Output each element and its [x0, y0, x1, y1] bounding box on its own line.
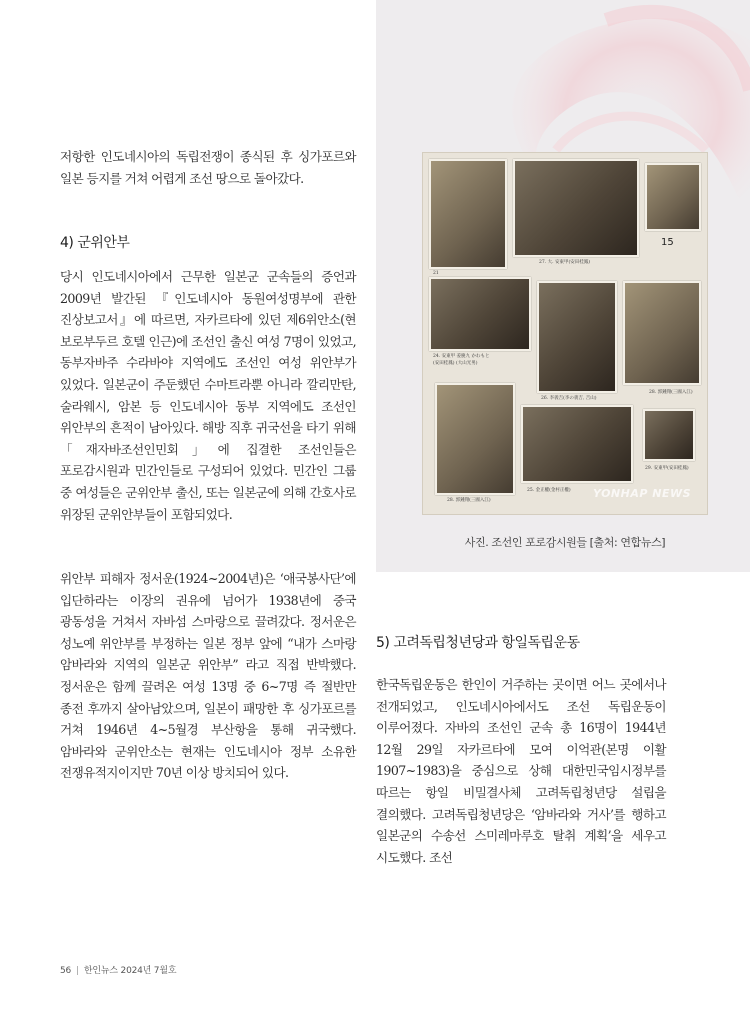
photo-label: 29. 安東甲(安田桂鳳)	[645, 466, 689, 471]
photo-tile	[429, 277, 531, 351]
photo-label: 21	[433, 271, 439, 276]
photo-tile	[643, 409, 695, 461]
publication-name: 한인뉴스 2024년 7월호	[83, 966, 177, 976]
photo-label: 25. 金正權(金村正權)	[527, 488, 571, 493]
photo-caption: 사진. 조선인 포로감시원들 [출처: 연합뉴스]	[464, 536, 666, 549]
photo-tile	[537, 281, 617, 393]
section4-paragraph-2: 위안부 피해자 정서운(1924~2004년)은 ‘애국봉사단’에 입단하라는 이장의 권유에 넘어가 1938년에 중국 광동성을 거쳐서 자바섬 스마랑으로 끌려갔다. 정서운은 성노예 위안부를 부정하는 일본 정부 앞에 “내가 스마랑 암바라와 지역의 일본군 위안부” 라고 직접 반박했다. 정서운은 함께 끌려온 여성 13명 중 6~7명 즉 절반만 종전 후까지 살아남았으며, 일본이 패망한 후 싱가포르를 거쳐 1946년 4~5월경 부산항을 통해 귀국했다. 암바라와 군위안소는 현재는 인도네시아 정부 소유한 전쟁유적지이지만 70년 이상 방치되어 있다.	[60, 571, 356, 781]
photo-label: 28. 郭鍾翔(三國入江)	[649, 390, 693, 395]
photo-tile	[513, 159, 639, 257]
section5-paragraph: 한국독립운동은 한인이 거주하는 곳이면 어느 곳에서나 전개되었고, 인도네시아에서도 조선 독립운동이 이루어졌다. 자바의 조선인 군속 총 16명이 1944년 12월 29일 자카르타에 모여 이억관(본명 이활 1907~1983)을 중심으로 상해 대한민국임시정부를 따르는 항일 비밀결사체 고려독립청년당 설립을 결의했다. 고려독립청년당은 ‘암바라와 거사’를 행하고 일본군의 수송선 스미레마루호 탈취 계획’을 세우고 시도했다. 조선	[376, 677, 666, 865]
photo-tile	[521, 405, 633, 483]
page-footer	[60, 963, 176, 976]
photo-label: 28. 郭鍾翔(三國入江)	[447, 498, 491, 503]
photo-tile	[435, 383, 515, 495]
photo-tile	[429, 159, 507, 269]
photo-label: (安田桂鳳) (大山光男)	[433, 361, 478, 366]
section4-paragraph-1: 당시 인도네시아에서 근무한 일본군 군속들의 증언과 2009년 발간된 『인도네시아 동원여성명부에 관한 진상보고서』에 따르면, 자카르타에 있던 제6위안소(현 보로부두르 호텔 인근)에 조선인 출신 여성 7명이 있었고, 동부자바주 수라바야 지역에도 조선인 여성 위안부가 있었다. 일본군이 주둔했던 수마트라뿐 아니라 깔리만탄, 술라웨시, 암본 등 인도네시아 동부 지역에도 조선인 위안부의 흔적이 남아있다. 해방 직후 귀국선을 타기 위해 「재자바조선인민회」에 집결한 조선인들은 포로감시원과 민간인들로 구성되어 있었다. 민간인 그룹 중 여성들은 군위안부 출신, 또는 일본군에 의해 간호사로 위장된 군위안부들이 포함되었다.	[60, 269, 356, 522]
photo-label: 27. 大. 安東甲(安田桂鳳)	[539, 260, 590, 265]
photo-tile	[645, 163, 701, 231]
yonhap-watermark: YONHAP NEWS	[593, 487, 692, 500]
intro-paragraph: 저항한 인도네시아의 독립전쟁이 종식된 후 싱가포르와 일본 등지를 거쳐 어렵게 조선 땅으로 돌아갔다.	[60, 149, 356, 186]
page-number: 56	[60, 966, 72, 976]
section5-heading: 5) 고려독립청년당과 항일독립운동	[376, 635, 580, 651]
photo-tile	[623, 281, 701, 385]
handwritten-number: 15	[661, 237, 674, 248]
section4-heading: 4) 군위안부	[60, 235, 130, 251]
historical-photo-collage	[422, 152, 708, 515]
photo-label: 24. 安東甲 姜慶九 かわもと	[433, 354, 490, 359]
footer-separator: |	[76, 966, 79, 976]
photo-label: 26. 李義吉(李の義吉, 吉山)	[541, 396, 597, 401]
